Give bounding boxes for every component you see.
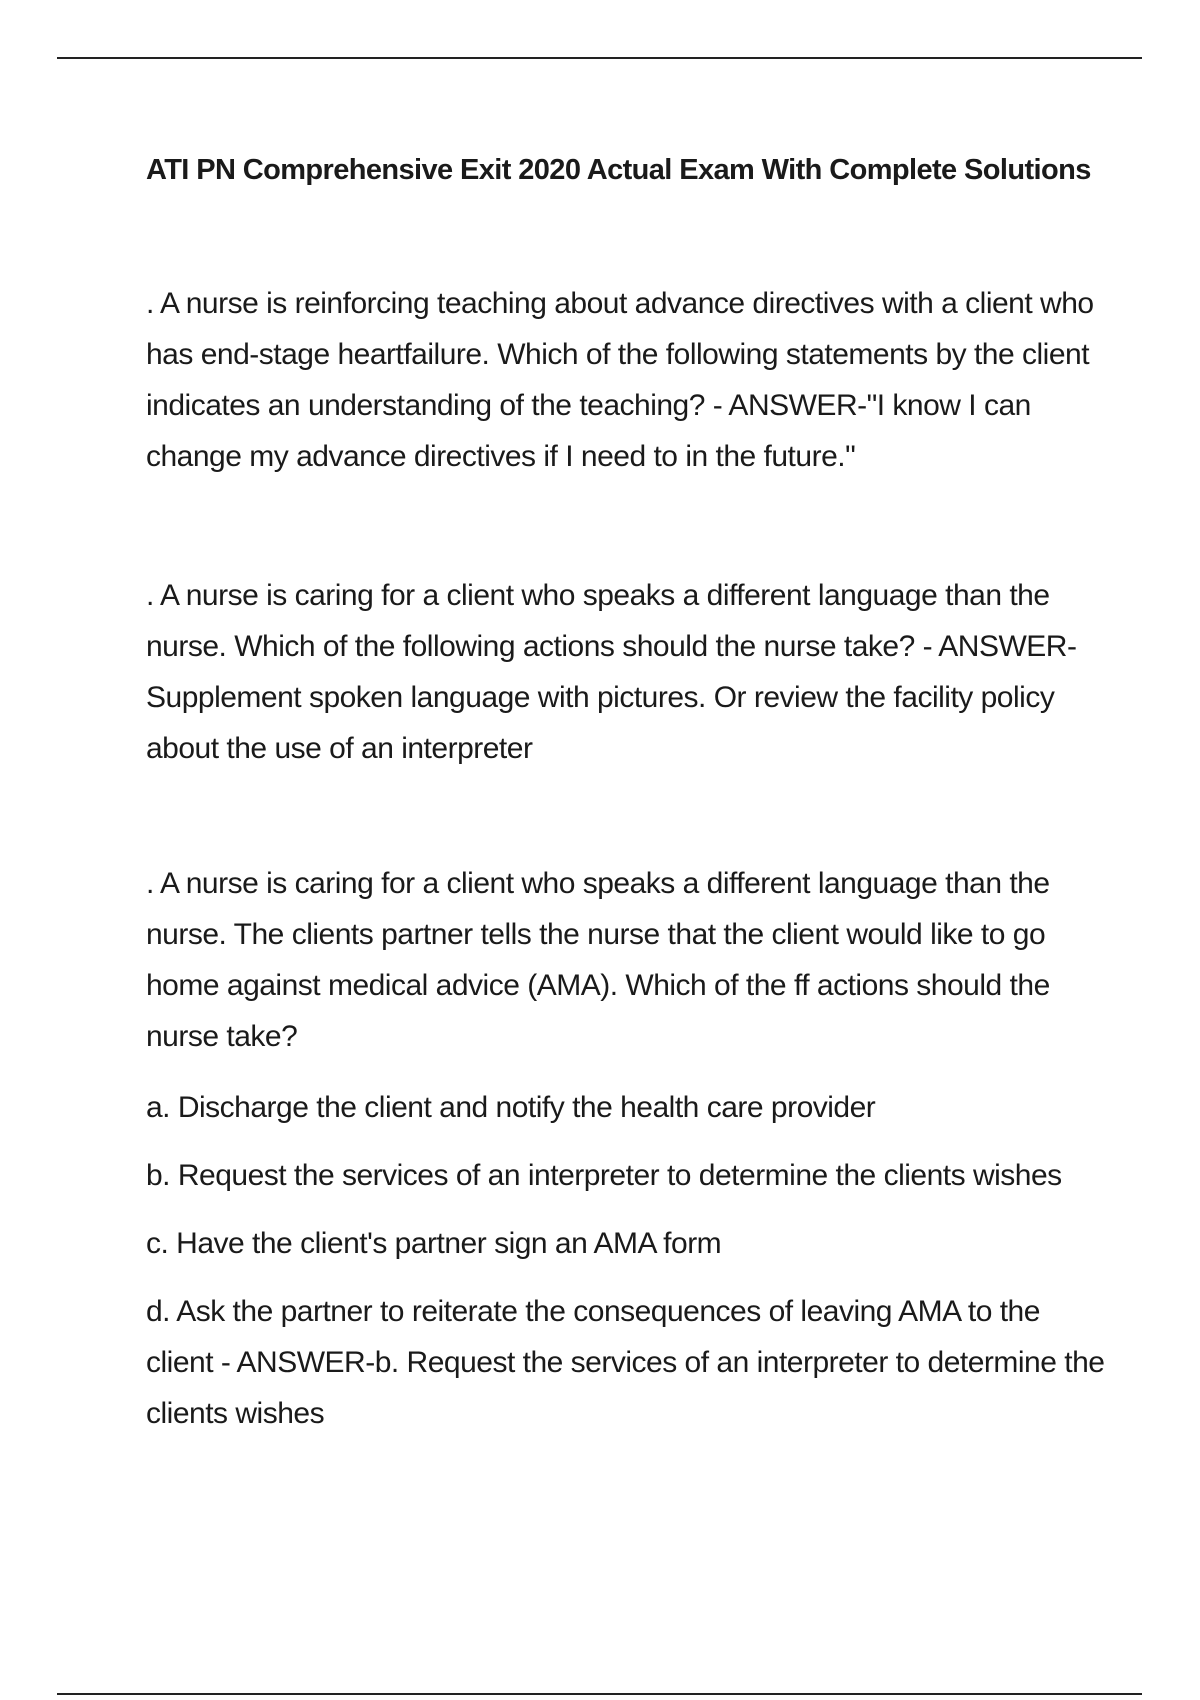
question-3-option-d: d. Ask the partner to reiterate the consequences of leaving AMA to the client - ANSWER-b. Request the services of an interpreter to determine the clients wishes (146, 1295, 1105, 1430)
question-3-option-a: a. Discharge the client and notify the health care provider (146, 1091, 876, 1124)
question-3: . A nurse is caring for a client who speaks a different language than the nurse. The clients partner tells the nurse that the client would like to go home against medical advice (AMA). Which of the ff actions should the nurse take? (146, 867, 1050, 1053)
question-3-option-c: c. Have the client's partner sign an AMA form (146, 1227, 722, 1260)
top-rule (57, 57, 1142, 59)
question-3-option-b: b. Request the services of an interpreter to determine the clients wishes (146, 1159, 1062, 1192)
question-1: . A nurse is reinforcing teaching about advance directives with a client who has end-stage heartfailure. Which of the following statements by the client indicates an understanding of the teaching? - ANSWER-"I know I can change my advance directives if I need to in the future." (146, 287, 1094, 473)
question-2: . A nurse is caring for a client who speaks a different language than the nurse. Which of the following actions should the nurse take? - ANSWER-Supplement spoken language with pictures. Or review the facility policy about the use of an interpreter (146, 579, 1077, 765)
document-title: ATI PN Comprehensive Exit 2020 Actual Exam With Complete Solutions (146, 154, 1091, 186)
bottom-rule (57, 1693, 1142, 1695)
